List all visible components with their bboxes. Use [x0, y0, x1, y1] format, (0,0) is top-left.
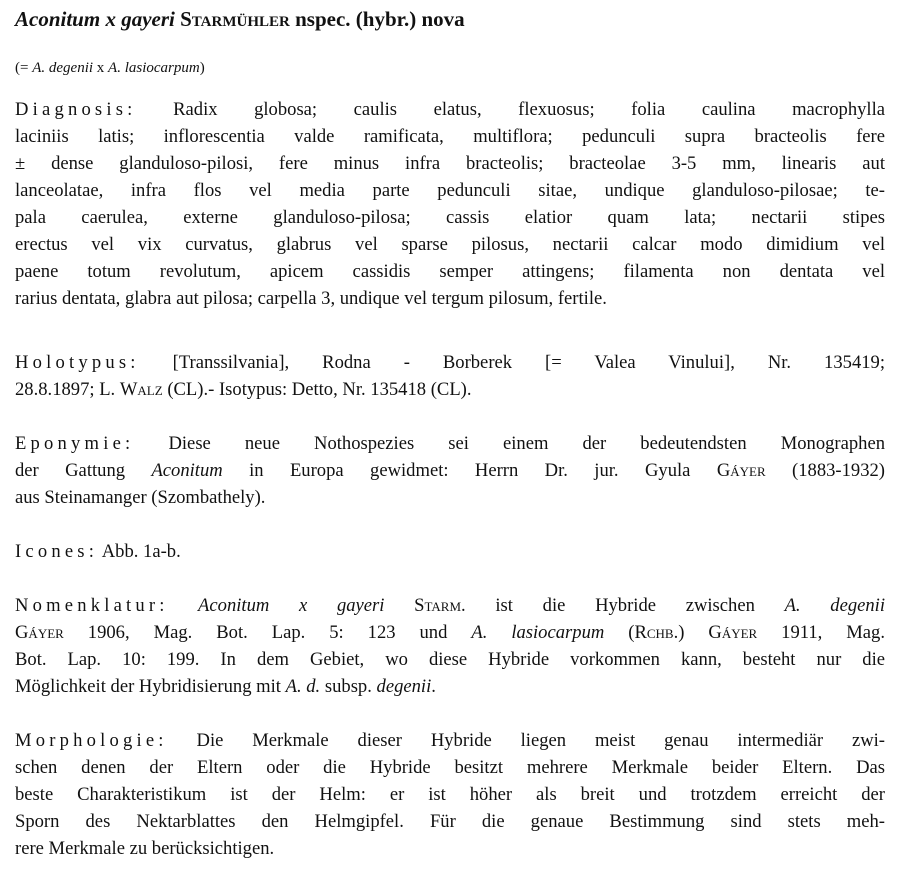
morphologie-section [15, 727, 885, 862]
icones-text: Abb. 1a-b. [98, 541, 181, 562]
eponymie-section [15, 430, 885, 511]
author-name: Gáyer [15, 622, 64, 643]
diagnosis-line: Radix globosa; caulis elatus, flexuosus; folia caulina macrophylla [136, 99, 885, 120]
author-abbrev: Rchb. [634, 622, 679, 643]
holotypus-section [15, 349, 885, 403]
paren-close: ) [678, 622, 709, 643]
morphologie-line: rere Merkmale zu berücksichtigen. [15, 838, 275, 859]
nomenklatur-label: Nomenklatur: [15, 595, 169, 616]
genus-name: Aconitum [151, 460, 223, 481]
species-name: Aconitum x gayeri [15, 7, 175, 31]
morphologie-line: beste Charakteristikum ist der Helm: er ist höher als breit und trotzdem erreicht der [15, 784, 885, 805]
paren-open: (= [15, 60, 33, 76]
diagnosis-line: laciniis latis; inflorescentia valde ramificata, multiflora; pedunculi supra bracteolis fere [15, 126, 885, 147]
parent-two: A. lasiocarpum [108, 60, 200, 76]
eponymie-text: der Gattung [15, 460, 152, 481]
species-name: Aconitum x gayeri [168, 595, 385, 616]
isotypus-text: (CL).- Isotypus: Detto, Nr. 135418 (CL). [162, 379, 472, 400]
hybrid-parentage [15, 58, 205, 78]
author-name: Gáyer [708, 622, 758, 643]
nomenklatur-text: 1906, Mag. Bot. Lap. 5: 123 und [63, 622, 472, 643]
morphologie-label: Morphologie: [15, 730, 168, 751]
diagnosis-line: paene totum revolutum, apicem cassidis semper attingens; filamenta non dentata vel [15, 261, 885, 282]
morphologie-line: Sporn des Nektarblattes den Helmgipfel. Für die genaue Bestimmung sind stets meh- [15, 811, 885, 832]
paren-close: ) [199, 60, 205, 76]
diagnosis-line: pala caerulea, externe glanduloso-pilosa; cassis elatior quam lata; nectarii stipes [15, 207, 885, 228]
eponymie-label: Eponymie: [15, 433, 135, 454]
paren-open: ( [604, 622, 635, 643]
eponymie-line: aus Steinamanger (Szombathely). [15, 487, 266, 508]
diagnosis-line: rarius dentata, glabra aut pilosa; carpella 3, undique vel tergum pilosum, fertile. [15, 288, 607, 309]
subspecies-name: degenii [376, 676, 432, 697]
nomenklatur-text: subsp. [320, 676, 377, 697]
nomenklatur-text: 1911, Mag. [757, 622, 886, 643]
icones-section [15, 538, 885, 565]
morphologie-line: schen denen der Eltern oder die Hybride besitzt mehrere Merkmale beider Eltern. Das [15, 757, 885, 778]
nomenklatur-text: Möglichkeit der Hybridisierung mit [15, 676, 286, 697]
species-author: Starmühler [180, 7, 290, 31]
diagnosis-line: ± dense glanduloso-pilosi, fere minus infra bracteolis; bracteolae 3-5 mm, linearis aut [15, 153, 885, 174]
parent-one: A. degenii [784, 595, 886, 616]
nomenklatur-text: ist die Hybride zwischen [465, 595, 785, 616]
eponymie-text: in Europa gewidmet: Herrn Dr. jur. Gyula [222, 460, 717, 481]
honoree-name: Gáyer [716, 460, 766, 481]
collector-name: Walz [119, 379, 163, 400]
nomenklatur-line: Bot. Lap. 10: 199. In dem Gebiet, wo diese Hybride vorkommen kann, besteht nur die [15, 649, 885, 670]
diagnosis-section [15, 96, 885, 312]
parent-two: A. lasiocarpum [471, 622, 605, 643]
author-abbrev: Starm. [384, 595, 466, 616]
taxon-abbrev: A. d. [285, 676, 321, 697]
cross-symbol: x [93, 60, 109, 76]
eponymie-line: Diese neue Nothospezies sei einem der bedeutendsten Monographen [134, 433, 885, 454]
icones-label: Icones: [15, 541, 99, 562]
morphologie-line: Die Merkmale dieser Hybride liegen meist genau intermediär zwi- [167, 730, 885, 751]
diagnosis-line: lanceolatae, infra flos vel media parte pedunculi sitae, undique glanduloso-pilosae; te- [15, 180, 885, 201]
holotypus-date: 28.8.1897; L. [15, 379, 120, 400]
holotypus-line: [Transsilvania], Rodna - Borberek [= Valea Vinului], Nr. 135419; [139, 352, 885, 373]
honoree-dates: (1883-1932) [765, 460, 885, 481]
parent-one: A. degenii [32, 60, 94, 76]
diagnosis-line: erectus vel vix curvatus, glabrus vel sparse pilosus, nectarii calcar modo dimidium vel [15, 234, 885, 255]
holotypus-label: Holotypus: [15, 352, 140, 373]
species-title [15, 6, 465, 32]
nomenklatur-section [15, 592, 885, 700]
species-status: nspec. (hybr.) nova [295, 7, 465, 31]
period: . [431, 676, 436, 697]
diagnosis-label: Diagnosis: [15, 99, 137, 120]
